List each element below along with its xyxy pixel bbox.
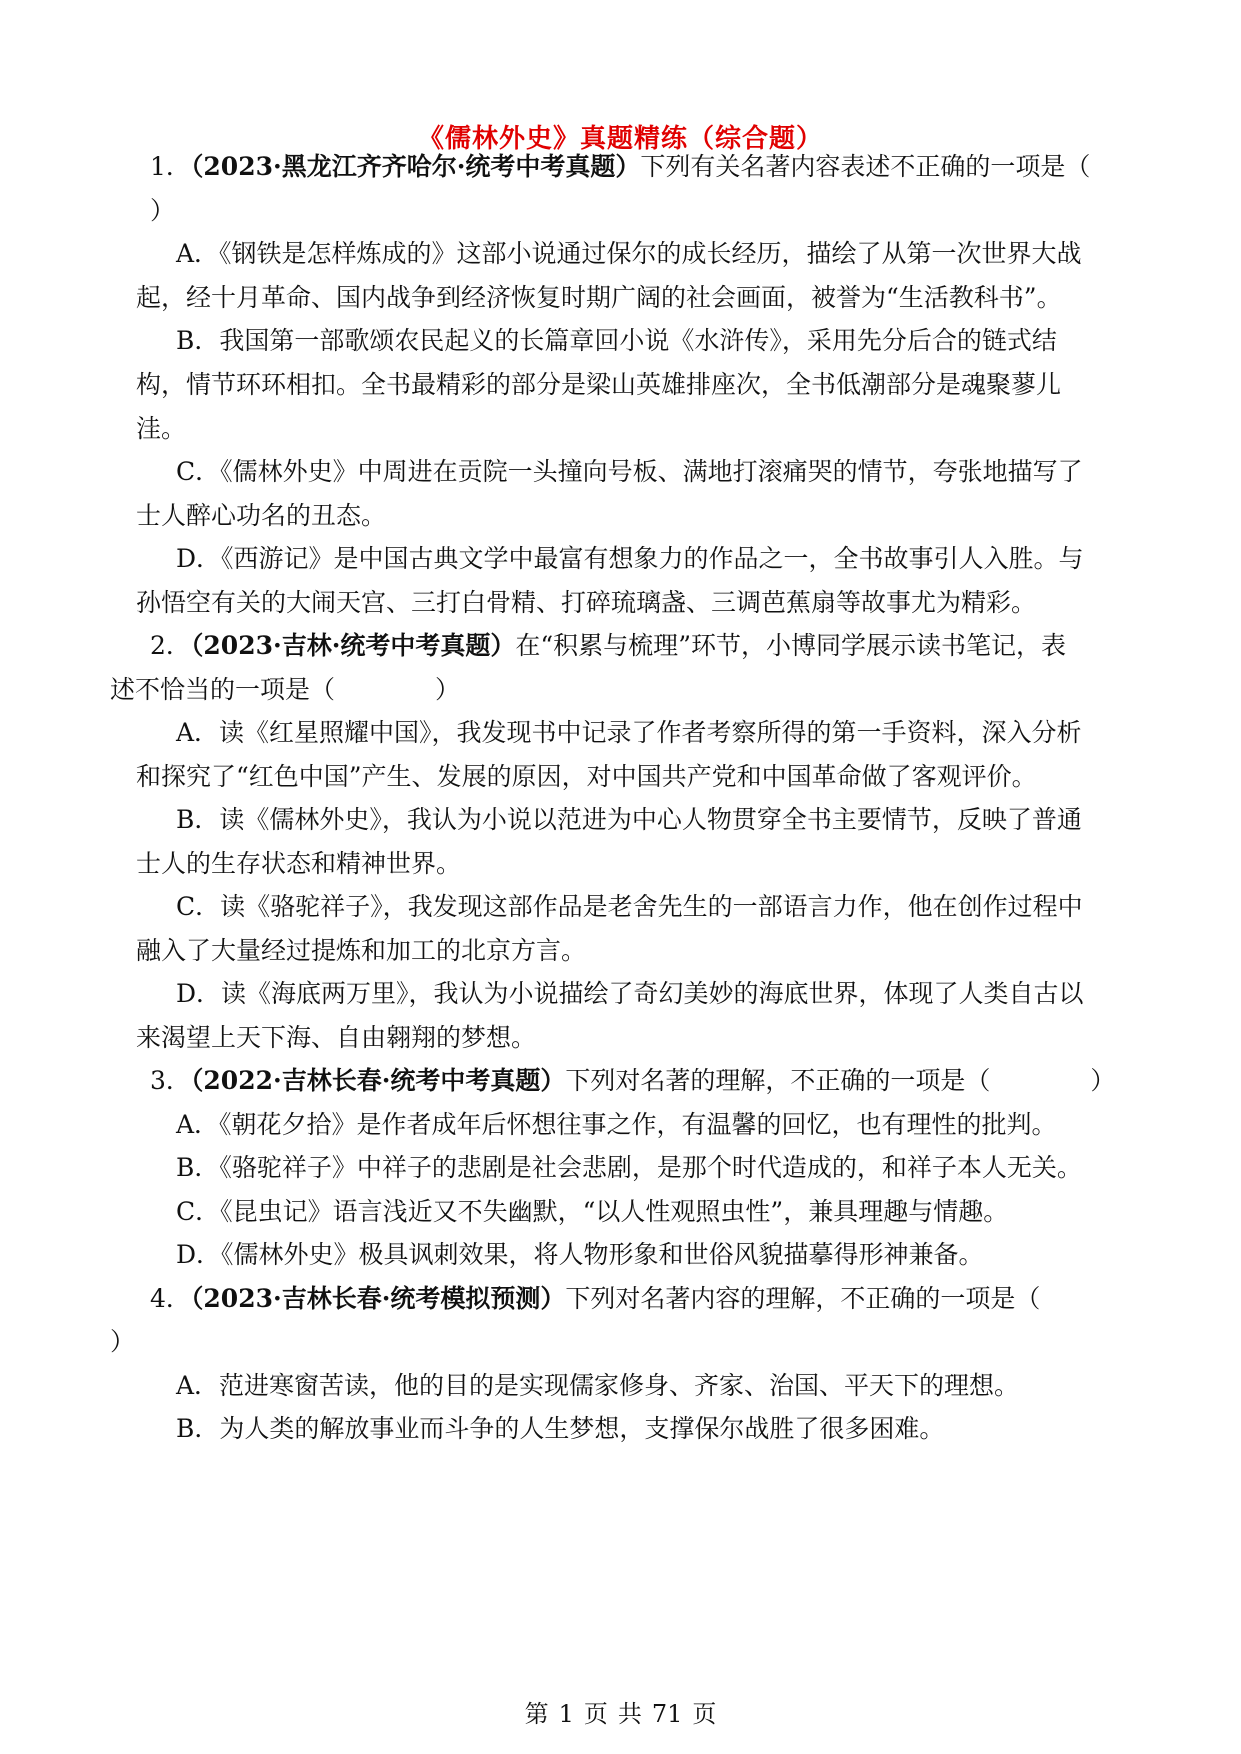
question-4-stem — [0, 1282, 1241, 1316]
question-text: 下列有关名著内容表述不正确的一项是（ — [640, 152, 1091, 181]
question-text: 下列对名著的理解，不正确的一项是（ ） — [565, 1066, 1116, 1095]
question-source: （2023·吉林·统考中考真题） — [190, 631, 516, 660]
option-text: 和探究了“红色中国”产生、发展的原因，对中国共产党和中国革命做了客观评价。 — [136, 762, 1037, 791]
option-text: 孙悟空有关的大闹天宫、三打白骨精、打碎琉璃盏、三调芭蕉扇等故事尤为精彩。 — [136, 588, 1037, 617]
question-number: 4． — [150, 1284, 191, 1313]
question-3-stem — [0, 1064, 1241, 1098]
current-page-number: 1 — [558, 1700, 574, 1728]
option-text: A．《朝花夕拾》是作者成年后怀想往事之作，有温馨的回忆，也有理性的批判。 — [176, 1110, 1057, 1139]
option-text: B．《骆驼祥子》中祥子的悲剧是社会悲剧，是那个时代造成的，和祥子本人无关。 — [176, 1153, 1082, 1182]
option-text: C．《儒林外史》中周进在贡院一头撞向号板、满地打滚痛哭的情节，夸张地描写了 — [176, 457, 1083, 486]
option-text: C．《昆虫记》语言浅近又不失幽默，“以人性观照虫性”，兼具理趣与情趣。 — [176, 1197, 1009, 1226]
question-source: （2023·吉林长春·统考模拟预测） — [190, 1284, 566, 1313]
question-number: 2． — [150, 631, 191, 660]
option-text: B．为人类的解放事业而斗争的人生梦想，支撑保尔战胜了很多困难。 — [176, 1414, 945, 1443]
option-text: B．我国第一部歌颂农民起义的长篇章回小说《水浒传》，采用先分后合的链式结 — [176, 326, 1057, 355]
option-text: 士人的生存状态和精神世界。 — [136, 849, 462, 878]
question-text: 下列对名著内容的理解，不正确的一项是（ — [565, 1284, 1041, 1313]
question-number: 3． — [150, 1066, 191, 1095]
question-2-stem — [0, 629, 1241, 663]
option-text: 构，情节环环相扣。全书最精彩的部分是梁山英雄排座次，全书低潮部分是魂聚蓼儿 — [136, 370, 1062, 399]
option-text: 士人醉心功名的丑态。 — [136, 501, 387, 530]
option-text: B．读《儒林外史》，我认为小说以范进为中心人物贯穿全书主要情节，反映了普通 — [176, 805, 1082, 834]
question-1-stem-cont: ） — [150, 196, 176, 225]
option-text: 融入了大量经过提炼和加工的北京方言。 — [136, 936, 587, 965]
option-text: C．读《骆驼祥子》，我发现这部作品是老舍先生的一部语言力作，他在创作过程中 — [176, 892, 1083, 921]
option-text: A．读《红星照耀中国》，我发现书中记录了作者考察所得的第一手资料，深入分析 — [176, 718, 1082, 747]
question-source: （2023·黑龙江齐齐哈尔·统考中考真题） — [190, 152, 641, 181]
option-text: 来渴望上天下海、自由翱翔的梦想。 — [136, 1023, 537, 1052]
option-text: D．《西游记》是中国古典文学中最富有想象力的作品之一，全书故事引人入胜。与 — [176, 544, 1084, 573]
option-text: D．《儒林外史》极具讽刺效果，将人物形象和世俗风貌描摹得形神兼备。 — [176, 1240, 984, 1269]
option-text: 洼。 — [136, 414, 187, 443]
option-text: A．范进寒窗苦读，他的目的是实现儒家修身、齐家、治国、平天下的理想。 — [176, 1371, 1020, 1400]
question-4-stem-cont: ） — [110, 1327, 136, 1356]
footer-text: 共 — [617, 1700, 642, 1728]
question-1-stem — [0, 150, 1241, 184]
document-title: 《儒林外史》真题精练（综合题） — [417, 124, 823, 154]
footer-text: 页 — [583, 1700, 608, 1728]
question-text: 在“积累与梳理”环节，小博同学展示读书笔记，表 — [515, 631, 1066, 660]
question-2-stem-cont: 述不恰当的一项是（ ） — [110, 675, 461, 704]
page-footer — [0, 1694, 1241, 1729]
total-page-count: 71 — [651, 1700, 683, 1728]
footer-text: 页 — [692, 1700, 717, 1728]
option-text: D．读《海底两万里》，我认为小说描绘了奇幻美妙的海底世界，体现了人类自古以 — [176, 979, 1084, 1008]
option-text: A．《钢铁是怎样炼成的》这部小说通过保尔的成长经历，描绘了从第一次世界大战 — [176, 239, 1082, 268]
footer-text: 第 — [524, 1700, 549, 1728]
option-text: 起，经十月革命、国内战争到经济恢复时期广阔的社会画面，被誉为“生活教科书”。 — [136, 283, 1062, 312]
question-number: 1． — [150, 152, 191, 181]
question-source: （2022·吉林长春·统考中考真题） — [190, 1066, 566, 1095]
